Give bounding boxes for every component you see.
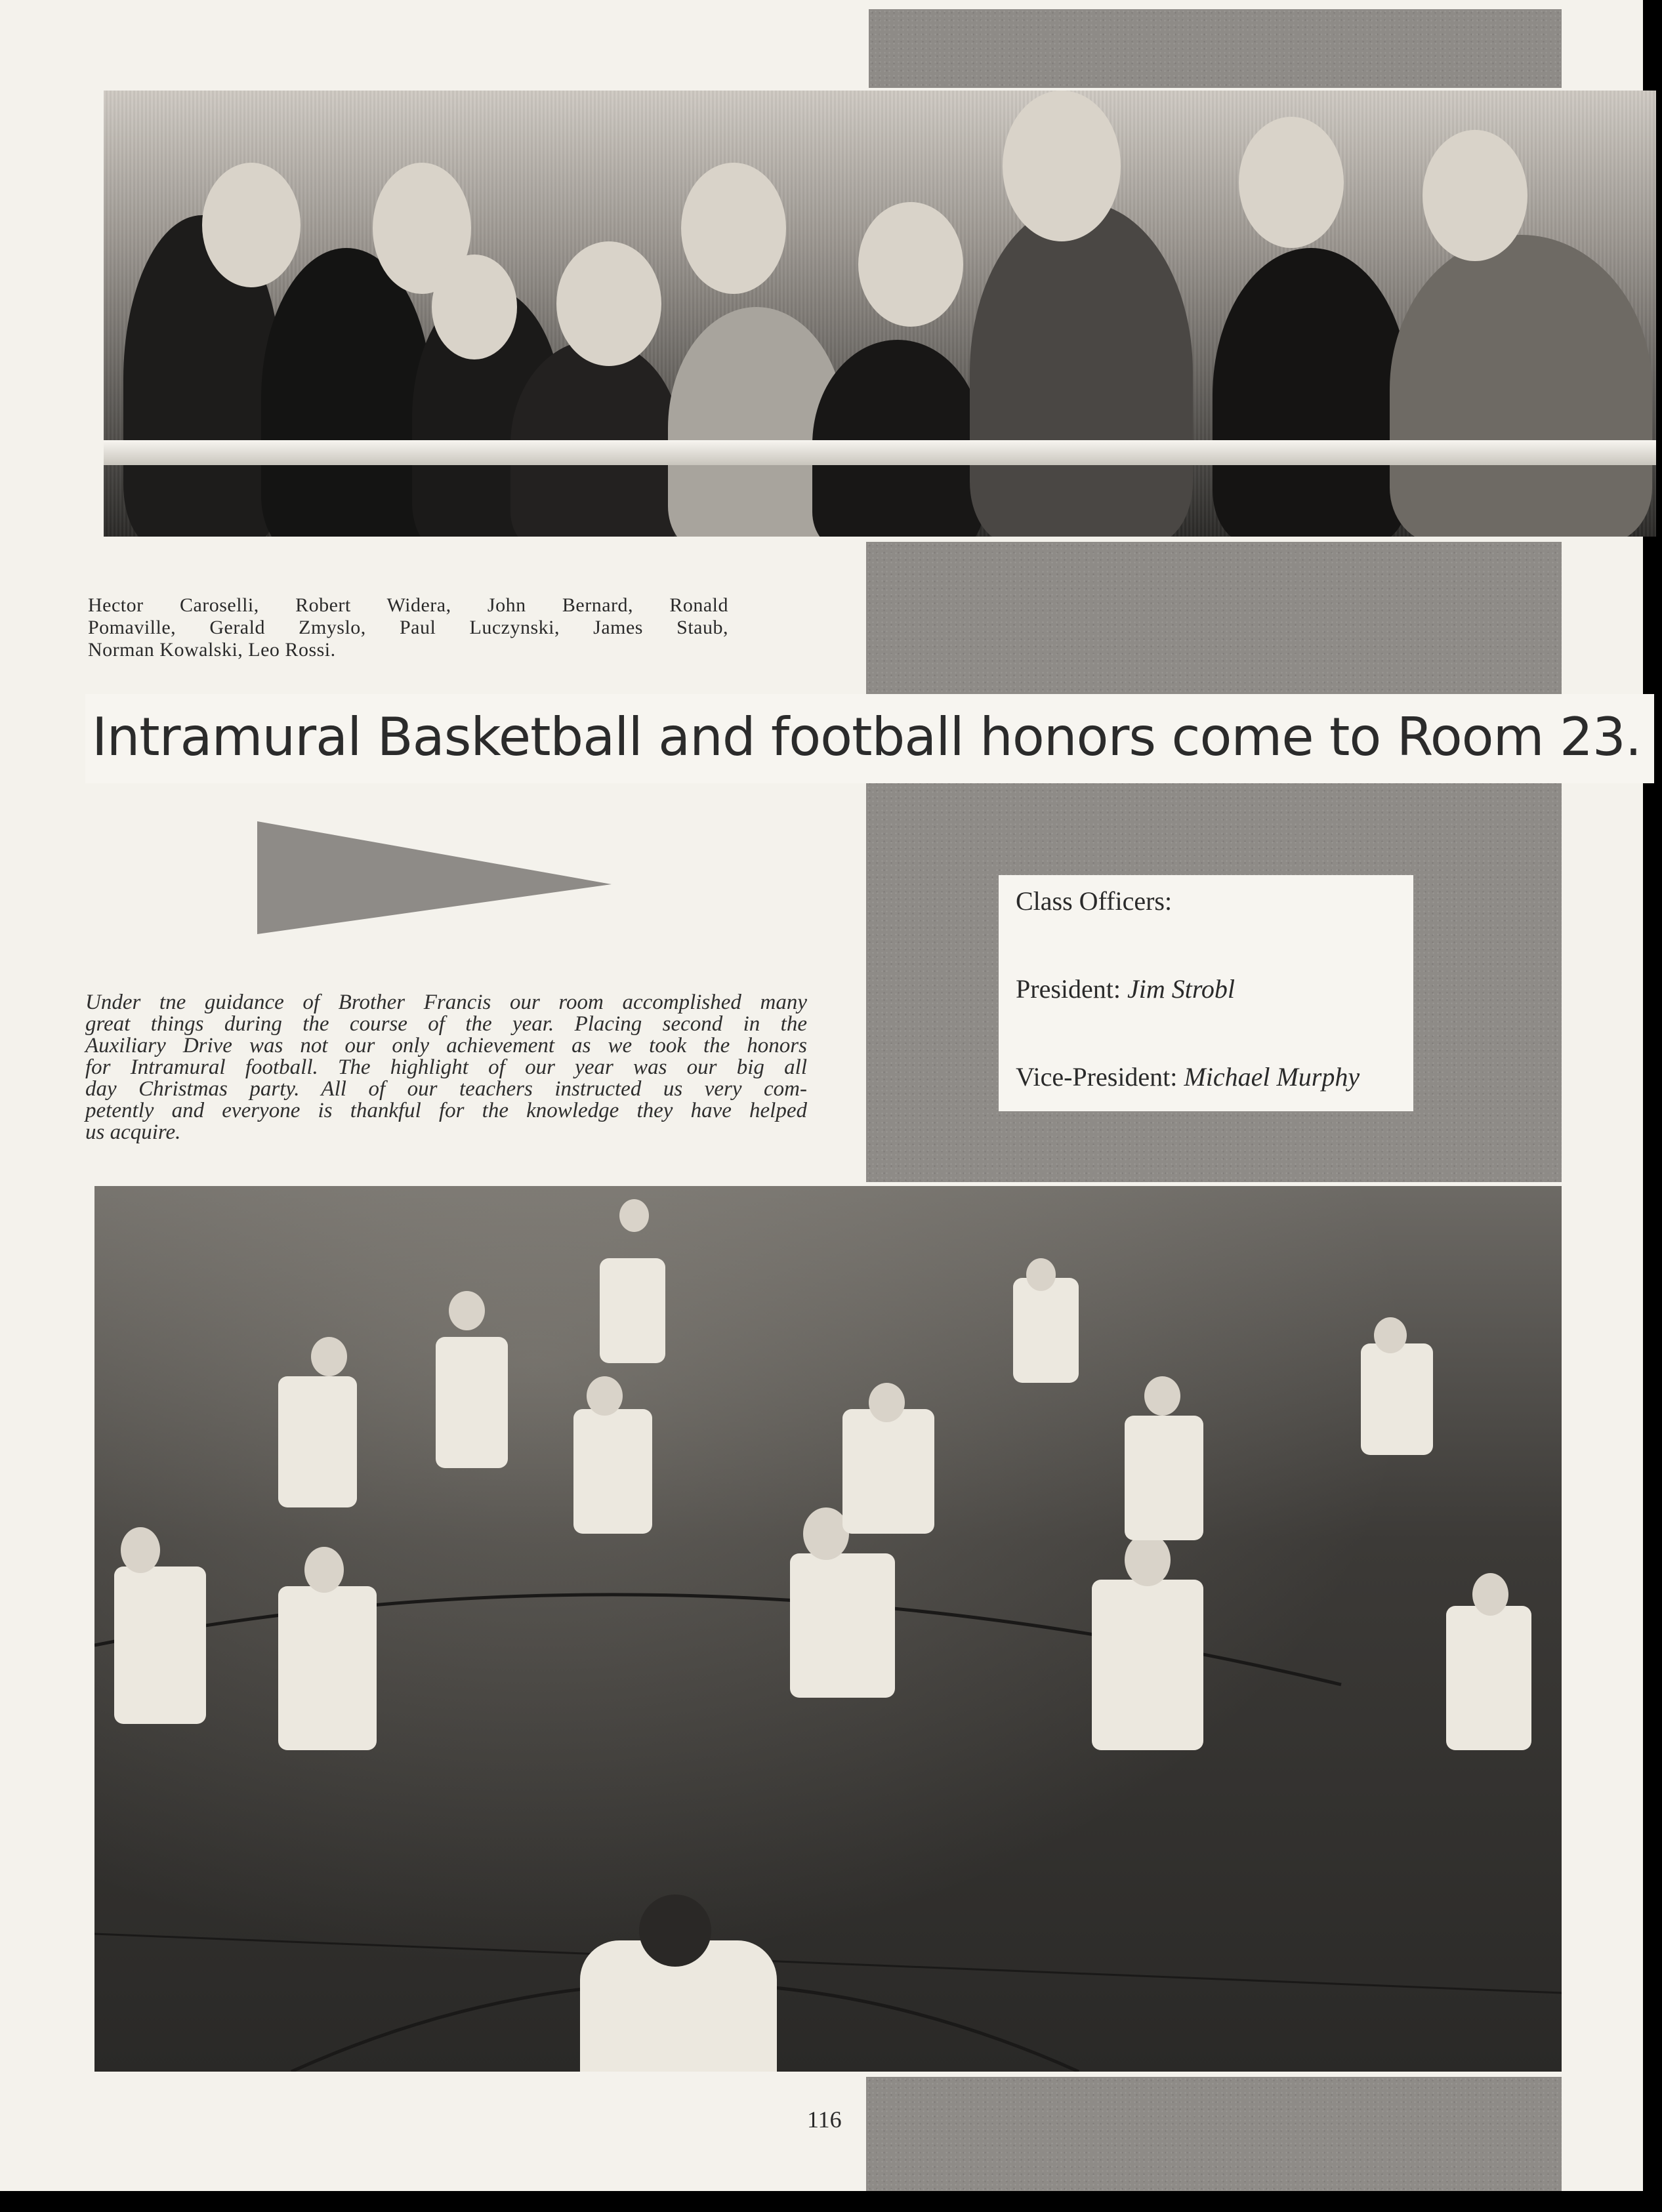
student-head — [1026, 1258, 1056, 1291]
student-figure — [1213, 248, 1409, 537]
vice-president-entry — [1016, 1061, 1360, 1092]
vice-president-name: Michael Murphy — [1184, 1062, 1360, 1092]
photo-caption — [88, 594, 728, 661]
student-figure — [790, 1553, 895, 1698]
student-head — [869, 1383, 905, 1422]
student-head — [1472, 1573, 1508, 1616]
student-head — [556, 241, 661, 366]
paragraph-line: Under tne guidance of Brother Francis our room accomplished many — [85, 991, 807, 1014]
gray-panel-bottom — [866, 2077, 1562, 2191]
paragraph-line: us acquire. — [85, 1120, 181, 1144]
student-figure — [436, 1337, 508, 1468]
student-head — [304, 1547, 344, 1593]
student-head — [858, 202, 963, 327]
student-figure — [278, 1376, 357, 1507]
student-head — [619, 1199, 649, 1232]
student-head — [449, 1291, 485, 1330]
group-photo — [104, 91, 1656, 537]
paragraph-line: great things during the course of the year. Placing second in the — [85, 1012, 807, 1036]
student-figure — [842, 1409, 934, 1534]
gym-railing — [104, 440, 1656, 465]
student-figure — [114, 1567, 206, 1724]
paragraph-line: Auxiliary Drive was not our only achievement as we took the honors — [85, 1034, 807, 1057]
pennant-graphic — [257, 821, 612, 934]
student-head — [121, 1527, 160, 1573]
president-entry — [1016, 973, 1235, 1004]
student-head — [1374, 1317, 1407, 1353]
student-head — [587, 1376, 623, 1416]
student-figure — [970, 202, 1193, 537]
gray-panel-top — [869, 9, 1562, 88]
student-figure — [278, 1586, 377, 1750]
student-figure — [1013, 1278, 1079, 1383]
student-figure — [261, 248, 432, 537]
page-headline: Intramural Basketball and football honors come to Room 23. — [85, 694, 1654, 783]
student-figure — [812, 340, 983, 537]
student-figure — [1446, 1606, 1531, 1750]
student-head — [202, 163, 301, 287]
student-head — [1144, 1376, 1180, 1416]
caption-line: Hector Caroselli, Robert Widera, John Bernard, Ronald — [88, 594, 728, 616]
student-figure — [1125, 1416, 1203, 1540]
page-number: 116 — [807, 2106, 842, 2133]
student-figure — [1361, 1343, 1433, 1455]
student-figure — [1092, 1580, 1203, 1750]
paragraph-line: for Intramural football. The highlight of our year was our big all — [85, 1055, 807, 1079]
student-head — [311, 1337, 347, 1376]
paragraph-line: day Christmas party. All of our teachers instructed us very com- — [85, 1077, 807, 1101]
paragraph-line: petently and everyone is thankful for the knowledge they have helped — [85, 1099, 807, 1122]
gym-exercise-photo — [94, 1186, 1562, 2072]
class-officers-box — [999, 875, 1413, 1111]
student-head — [1003, 91, 1121, 241]
caption-line: Pomaville, Gerald Zmyslo, Paul Luczynski, James Staub, — [88, 617, 728, 638]
officers-heading: Class Officers: — [1016, 886, 1173, 916]
president-label: President: — [1016, 974, 1121, 1004]
president-name: Jim Strobl — [1127, 974, 1236, 1004]
student-figure — [1390, 235, 1652, 537]
student-head — [1125, 1534, 1171, 1586]
instructor-head — [639, 1895, 711, 1967]
student-head — [1423, 130, 1527, 261]
student-figure — [510, 340, 681, 537]
student-figure — [573, 1409, 652, 1534]
student-head — [1239, 117, 1344, 248]
vice-president-label: Vice-President: — [1016, 1062, 1178, 1092]
student-figure — [600, 1258, 665, 1363]
student-head — [681, 163, 786, 294]
room-summary-paragraph — [85, 992, 807, 1143]
student-head — [432, 255, 517, 359]
caption-line: Norman Kowalski, Leo Rossi. — [88, 639, 336, 661]
